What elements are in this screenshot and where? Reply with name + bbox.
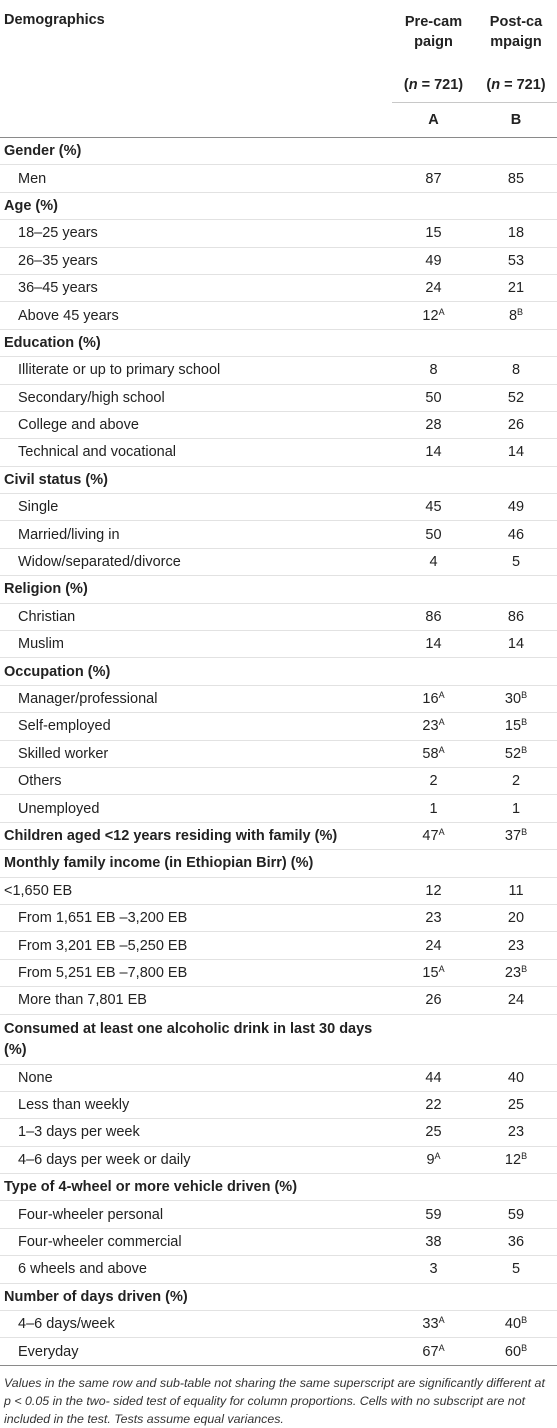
table-row <box>0 932 557 959</box>
table-row <box>0 1256 557 1283</box>
post-campaign-value <box>475 220 557 247</box>
table-row <box>0 302 557 329</box>
table-row <box>0 1228 557 1255</box>
section-title: Consumed at least one alcoholic drink in last 30 days (%) <box>0 1014 557 1064</box>
pre-campaign-value <box>392 494 475 521</box>
significance-superscript: A <box>438 1315 445 1326</box>
post-campaign-value <box>475 1338 557 1365</box>
cell-value: 45 <box>425 499 442 516</box>
cell-value: 5 <box>511 554 521 571</box>
section-title: Monthly family income (in Ethiopian Birr) (%) <box>0 850 557 877</box>
row-label: Children aged <12 years residing with family (%) <box>0 822 392 849</box>
table-row <box>0 357 557 384</box>
table-body <box>0 138 557 1366</box>
post-campaign-value <box>475 767 557 794</box>
pre-campaign-value <box>392 631 475 658</box>
post-campaign-value <box>475 1228 557 1255</box>
post-campaign-value <box>475 1201 557 1228</box>
pre-campaign-value <box>392 220 475 247</box>
post-campaign-value <box>475 932 557 959</box>
table-row <box>0 767 557 794</box>
cell-value: 40 <box>507 1069 525 1086</box>
cell-value: 33 <box>422 1316 439 1333</box>
significance-superscript: B <box>521 1315 528 1326</box>
post-campaign-value <box>475 685 557 712</box>
pre-campaign-value <box>392 603 475 630</box>
cell-value: 14 <box>425 636 442 653</box>
cell-value: 49 <box>507 499 525 516</box>
cell-value: 23 <box>425 910 442 927</box>
post-campaign-value <box>475 1064 557 1091</box>
table-row <box>0 247 557 274</box>
row-label: 4–6 days per week or daily <box>0 1146 392 1173</box>
pre-campaign-value <box>392 1146 475 1173</box>
post-campaign-value <box>475 713 557 740</box>
cell-value: 11 <box>508 882 524 899</box>
row-label: Self-employed <box>0 713 392 740</box>
pre-campaign-value <box>392 357 475 384</box>
cell-value: 22 <box>425 1097 442 1114</box>
pre-campaign-value <box>392 1091 475 1118</box>
row-label: Four-wheeler commercial <box>0 1228 392 1255</box>
header-row <box>0 0 557 68</box>
pre-campaign-value <box>392 740 475 767</box>
row-label: Four-wheeler personal <box>0 1201 392 1228</box>
cell-value: 36 <box>507 1234 525 1251</box>
cell-value: 24 <box>425 937 442 954</box>
cell-value: 1 <box>511 800 521 817</box>
header-post-campaign <box>475 0 557 68</box>
pre-campaign-value <box>392 904 475 931</box>
cell-value: 86 <box>507 608 525 625</box>
cell-value: 50 <box>425 389 442 406</box>
significance-superscript: B <box>521 826 528 837</box>
significance-superscript: B <box>521 963 528 974</box>
cell-value: 4 <box>429 554 438 571</box>
table-row <box>0 822 557 849</box>
header-n-row <box>0 68 557 103</box>
significance-superscript: B <box>521 690 528 700</box>
row-label: From 1,651 EB –3,200 EB <box>0 904 392 931</box>
significance-superscript: B <box>521 717 528 728</box>
post-campaign-value <box>475 1146 557 1173</box>
significance-superscript: A <box>438 717 445 728</box>
pre-campaign-value <box>392 411 475 438</box>
row-label: Manager/professional <box>0 685 392 712</box>
cell-value: 25 <box>507 1097 525 1114</box>
table-row <box>0 740 557 767</box>
row-label: Technical and vocational <box>0 439 392 466</box>
header-post-campaign-label: Post-campaign <box>489 14 543 50</box>
row-label: Widow/separated/divorce <box>0 548 392 575</box>
post-campaign-value <box>475 1091 557 1118</box>
post-campaign-value <box>475 357 557 384</box>
row-label: 4–6 days/week <box>0 1311 392 1338</box>
row-label: Less than weekly <box>0 1091 392 1118</box>
cell-value: 67 <box>422 1343 439 1360</box>
significance-superscript: A <box>434 1150 441 1161</box>
cell-value: 87 <box>425 170 442 187</box>
table-footnote: Values in the same row and sub-table not sharing the same superscript are significantly different at p < 0.05 in the two- sided test of equality for column proportions. Cells with no subscript are not included in the test. Tests assume equal variances. <box>4 1375 545 1426</box>
table-row <box>0 1119 557 1146</box>
header-letter-row <box>0 103 557 138</box>
post-campaign-value <box>475 904 557 931</box>
section-title: Religion (%) <box>0 576 557 603</box>
cell-value: 14 <box>425 444 442 461</box>
cell-value: 25 <box>425 1124 442 1141</box>
pre-campaign-value <box>392 877 475 904</box>
header-pre-campaign <box>392 0 475 68</box>
pre-campaign-value <box>392 247 475 274</box>
section-title: Occupation (%) <box>0 658 557 685</box>
row-label: 1–3 days per week <box>0 1119 392 1146</box>
table-row <box>0 411 557 438</box>
cell-value: 12 <box>422 307 439 324</box>
cell-value: 85 <box>507 170 525 187</box>
section-header <box>0 850 557 877</box>
section-title: Number of days driven (%) <box>0 1283 557 1310</box>
post-campaign-value <box>475 165 557 192</box>
cell-value: 50 <box>425 526 442 543</box>
pre-campaign-value <box>392 1311 475 1338</box>
row-label: Muslim <box>0 631 392 658</box>
post-campaign-value <box>475 302 557 329</box>
pre-campaign-value <box>392 1228 475 1255</box>
section-title: Type of 4-wheel or more vehicle driven (%) <box>0 1174 557 1201</box>
section-title: Education (%) <box>0 329 557 356</box>
cell-value: 26 <box>507 417 525 434</box>
table-row <box>0 959 557 986</box>
table-row <box>0 1146 557 1173</box>
pre-campaign-value <box>392 1119 475 1146</box>
section-title: Civil status (%) <box>0 466 557 493</box>
pre-campaign-value <box>392 302 475 329</box>
cell-value: 20 <box>507 910 525 927</box>
post-campaign-value <box>475 822 557 849</box>
row-label: 18–25 years <box>0 220 392 247</box>
row-label: From 3,201 EB –5,250 EB <box>0 932 392 959</box>
cell-value: 60 <box>504 1343 522 1360</box>
post-campaign-value <box>475 274 557 301</box>
cell-value: 28 <box>425 417 442 434</box>
row-label: 26–35 years <box>0 247 392 274</box>
cell-value: 46 <box>507 526 525 543</box>
pre-campaign-value <box>392 822 475 849</box>
row-label: 36–45 years <box>0 274 392 301</box>
table-row <box>0 548 557 575</box>
post-campaign-value <box>475 521 557 548</box>
significance-superscript: A <box>438 1342 445 1353</box>
row-label: Others <box>0 767 392 794</box>
post-campaign-value <box>475 1311 557 1338</box>
pre-campaign-value <box>392 1338 475 1365</box>
post-campaign-value <box>475 631 557 658</box>
cell-value: 23 <box>422 718 439 735</box>
pre-campaign-value <box>392 932 475 959</box>
pre-campaign-value <box>392 1064 475 1091</box>
row-label: More than 7,801 EB <box>0 987 392 1014</box>
cell-value: 21 <box>507 280 525 297</box>
cell-value: 8 <box>508 307 518 324</box>
header-post-n: (n = 721) <box>475 68 557 103</box>
cell-value: 12 <box>504 1151 522 1168</box>
cell-value: 24 <box>507 992 525 1009</box>
row-label: Secondary/high school <box>0 384 392 411</box>
section-header <box>0 466 557 493</box>
significance-superscript: A <box>438 826 445 837</box>
significance-superscript: A <box>438 690 445 700</box>
table-row <box>0 274 557 301</box>
pre-campaign-value <box>392 1256 475 1283</box>
table-row <box>0 795 557 822</box>
row-label: Christian <box>0 603 392 630</box>
post-campaign-value <box>475 603 557 630</box>
pre-campaign-value <box>392 1201 475 1228</box>
row-label: None <box>0 1064 392 1091</box>
table-row <box>0 877 557 904</box>
post-campaign-value <box>475 1256 557 1283</box>
cell-value: 23 <box>507 1124 525 1141</box>
cell-value: 47 <box>422 827 439 844</box>
cell-value: 23 <box>507 937 525 954</box>
section-title: Gender (%) <box>0 138 557 165</box>
pre-campaign-value <box>392 685 475 712</box>
post-campaign-value <box>475 439 557 466</box>
header-col-b: B <box>475 103 557 138</box>
table-row <box>0 494 557 521</box>
pre-campaign-value <box>392 987 475 1014</box>
row-label: Single <box>0 494 392 521</box>
cell-value: 14 <box>507 444 525 461</box>
table-row <box>0 384 557 411</box>
significance-superscript: A <box>438 963 445 974</box>
table-row <box>0 904 557 931</box>
table-row <box>0 603 557 630</box>
post-campaign-value <box>475 877 557 904</box>
cell-value: 2 <box>429 773 438 790</box>
section-header <box>0 1014 557 1064</box>
cell-value: 15 <box>425 225 442 242</box>
row-label: Unemployed <box>0 795 392 822</box>
row-label: Everyday <box>0 1338 392 1365</box>
cell-value: 8 <box>511 362 521 379</box>
pre-campaign-value <box>392 767 475 794</box>
significance-superscript: B <box>517 306 524 317</box>
post-campaign-value <box>475 795 557 822</box>
table-row <box>0 165 557 192</box>
header-demographics: Demographics <box>4 12 105 28</box>
post-campaign-value <box>475 740 557 767</box>
row-label: College and above <box>0 411 392 438</box>
post-campaign-value <box>475 411 557 438</box>
cell-value: 8 <box>429 362 438 379</box>
row-label: Skilled worker <box>0 740 392 767</box>
table-row <box>0 631 557 658</box>
table-row <box>0 220 557 247</box>
significance-superscript: A <box>438 744 445 755</box>
cell-value: 9 <box>426 1151 435 1168</box>
cell-value: 23 <box>504 964 522 981</box>
cell-value: 15 <box>422 964 439 981</box>
cell-value: 86 <box>425 608 442 625</box>
section-header <box>0 576 557 603</box>
header-pre-campaign-label: Pre-campaign <box>404 14 463 50</box>
section-header <box>0 192 557 219</box>
section-header <box>0 658 557 685</box>
cell-value: 5 <box>511 1261 521 1278</box>
pre-campaign-value <box>392 795 475 822</box>
significance-superscript: B <box>521 1150 528 1161</box>
significance-superscript: B <box>521 1342 528 1353</box>
cell-value: 37 <box>504 827 522 844</box>
row-label: From 5,251 EB –7,800 EB <box>0 959 392 986</box>
cell-value: 26 <box>425 992 442 1009</box>
cell-value: 15 <box>504 718 522 735</box>
row-label: Men <box>0 165 392 192</box>
header-col-a: A <box>392 103 475 138</box>
significance-superscript: A <box>438 306 445 317</box>
cell-value: 12 <box>425 882 442 899</box>
row-label: Married/living in <box>0 521 392 548</box>
table-row <box>0 1201 557 1228</box>
post-campaign-value <box>475 247 557 274</box>
cell-value: 38 <box>425 1234 442 1251</box>
header-pre-n: (n = 721) <box>392 68 475 103</box>
pre-campaign-value <box>392 384 475 411</box>
section-title: Age (%) <box>0 192 557 219</box>
cell-value: 58 <box>422 745 439 762</box>
row-label: 6 wheels and above <box>0 1256 392 1283</box>
pre-campaign-value <box>392 274 475 301</box>
pre-campaign-value <box>392 548 475 575</box>
table-row <box>0 1091 557 1118</box>
significance-superscript: B <box>521 744 528 755</box>
cell-value: 3 <box>429 1261 438 1278</box>
table-row <box>0 1311 557 1338</box>
table-row <box>0 521 557 548</box>
section-header <box>0 138 557 165</box>
cell-value: 30 <box>504 691 522 707</box>
section-header <box>0 1283 557 1310</box>
cell-value: 2 <box>511 773 521 790</box>
table-row <box>0 439 557 466</box>
cell-value: 52 <box>507 389 525 406</box>
row-label: <1,650 EB <box>0 877 392 904</box>
section-header <box>0 329 557 356</box>
cell-value: 53 <box>507 252 525 269</box>
post-campaign-value <box>475 494 557 521</box>
cell-value: 40 <box>504 1316 522 1333</box>
post-campaign-value <box>475 959 557 986</box>
cell-value: 59 <box>507 1206 525 1223</box>
pre-campaign-value <box>392 439 475 466</box>
table-row <box>0 1064 557 1091</box>
cell-value: 14 <box>507 636 525 653</box>
table-row <box>0 987 557 1014</box>
table-row <box>0 1338 557 1365</box>
cell-value: 1 <box>429 800 438 817</box>
cell-value: 16 <box>422 691 439 707</box>
cell-value: 18 <box>507 225 525 242</box>
cell-value: 59 <box>425 1206 442 1223</box>
cell-value: 44 <box>425 1069 442 1086</box>
row-label: Illiterate or up to primary school <box>0 357 392 384</box>
cell-value: 49 <box>425 252 442 269</box>
cell-value: 52 <box>504 745 522 762</box>
post-campaign-value <box>475 987 557 1014</box>
post-campaign-value <box>475 384 557 411</box>
table-row <box>0 685 557 712</box>
cell-value: 24 <box>425 280 442 297</box>
post-campaign-value <box>475 1119 557 1146</box>
row-label: Above 45 years <box>0 302 392 329</box>
pre-campaign-value <box>392 959 475 986</box>
pre-campaign-value <box>392 713 475 740</box>
table-row <box>0 713 557 740</box>
pre-campaign-value <box>392 165 475 192</box>
pre-campaign-value <box>392 521 475 548</box>
post-campaign-value <box>475 548 557 575</box>
section-header <box>0 1174 557 1201</box>
